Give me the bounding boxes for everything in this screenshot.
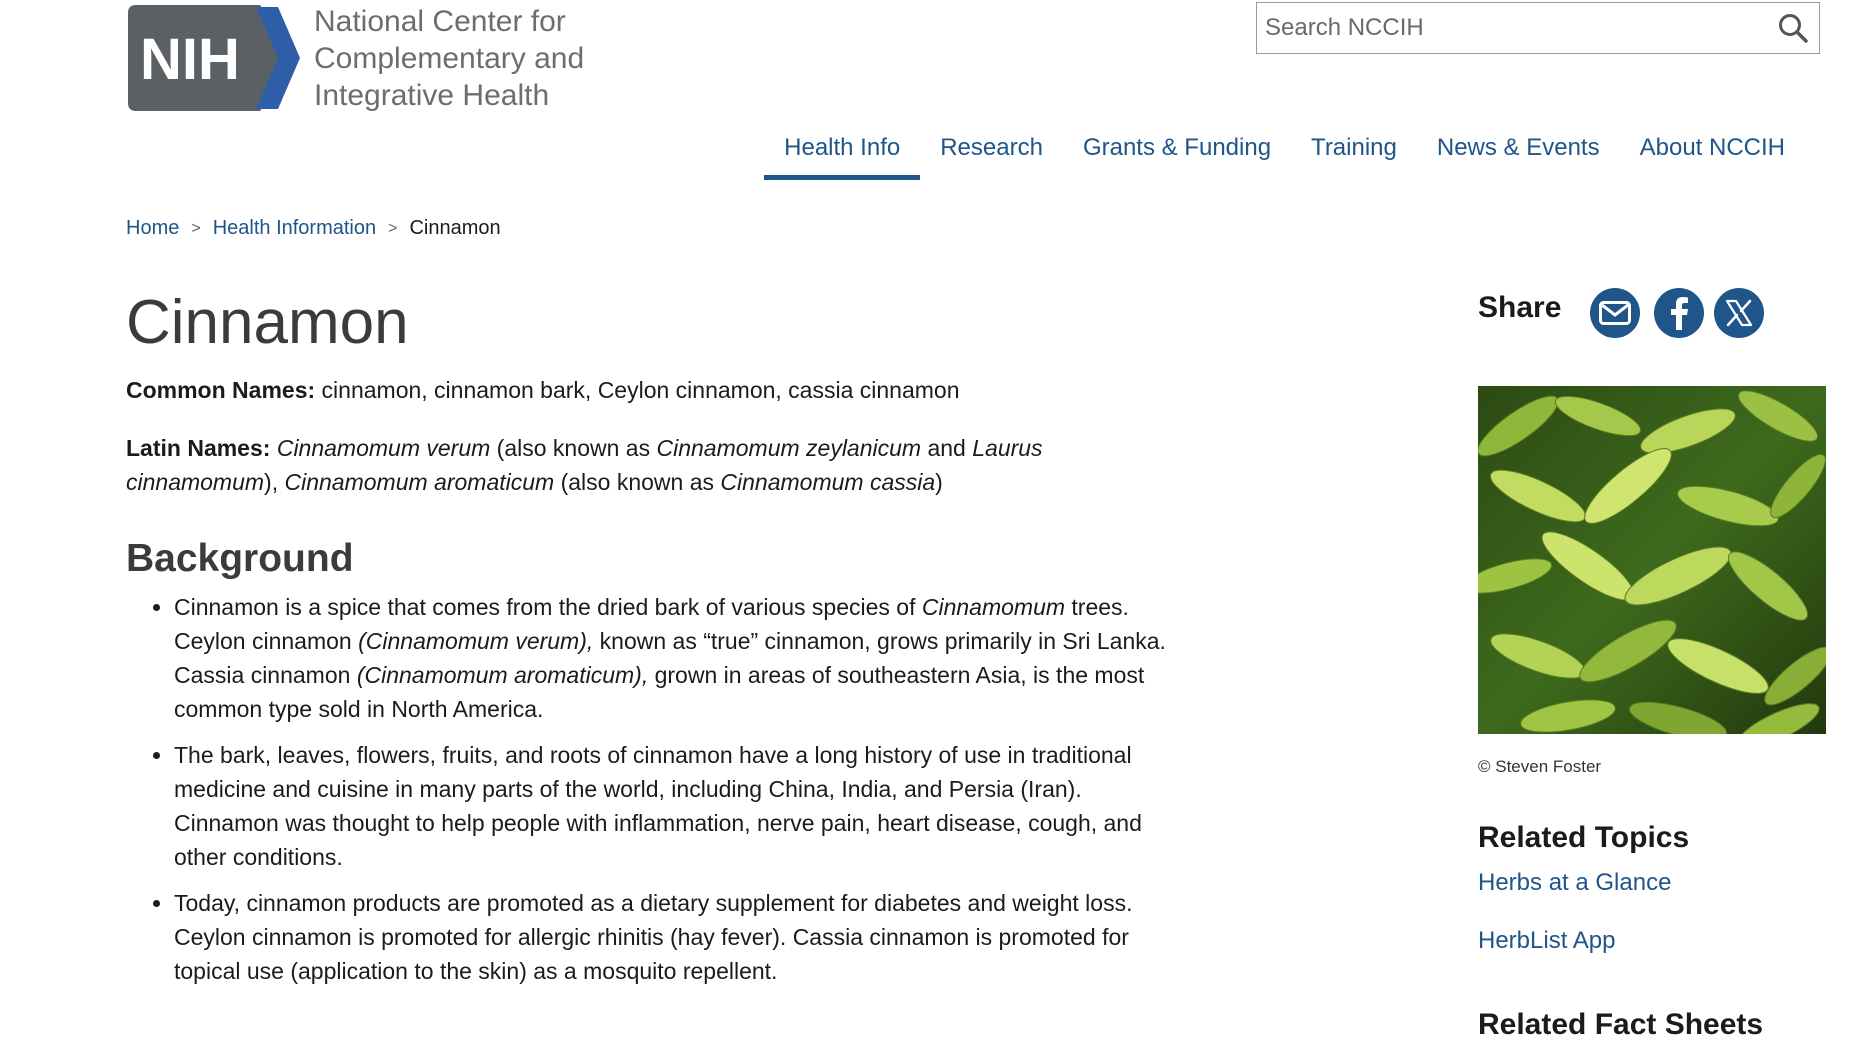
main-nav bbox=[764, 133, 1805, 163]
share-facebook-button[interactable] bbox=[1654, 288, 1704, 338]
related-topics-heading: Related Topics bbox=[1478, 821, 1690, 854]
latin-text: (also known as bbox=[490, 435, 657, 461]
search-box bbox=[1256, 2, 1820, 54]
bullet-text: Cinnamon is a spice that comes from the dried bark of various species of bbox=[174, 594, 922, 620]
search-button[interactable] bbox=[1767, 4, 1819, 52]
latin-name: Cinnamomum zeylanicum bbox=[656, 435, 922, 461]
latin-name: Cinnamomum cassia bbox=[720, 469, 936, 495]
latin-names-label: Latin Names: bbox=[126, 435, 271, 461]
cinnamon-plant-photo bbox=[1478, 386, 1826, 734]
bullet-italic: (Cinnamomum verum), bbox=[358, 628, 594, 654]
site-logo[interactable] bbox=[128, 5, 584, 114]
background-list bbox=[126, 590, 1174, 1000]
share-email-button[interactable] bbox=[1590, 288, 1640, 338]
latin-name: Cinnamomum verum bbox=[276, 435, 491, 461]
related-topic-herblist-app[interactable]: HerbList App bbox=[1478, 927, 1616, 954]
background-heading: Background bbox=[126, 537, 354, 580]
bullet-text: grown in areas of southeastern Asia, is the most common type sold in North America. bbox=[174, 662, 1145, 722]
latin-text: (also known as bbox=[554, 469, 721, 495]
cinnamon-leaves-image bbox=[1478, 386, 1826, 734]
search-icon bbox=[1778, 13, 1808, 43]
share-label: Share bbox=[1478, 291, 1562, 324]
latin-name: Laurus cinnamomum bbox=[126, 435, 1043, 495]
common-names bbox=[126, 373, 1126, 407]
share-x-button[interactable] bbox=[1714, 288, 1764, 338]
logo-line-1: National Center for bbox=[314, 5, 566, 38]
x-icon bbox=[1725, 299, 1753, 327]
latin-text: ) bbox=[935, 469, 943, 495]
breadcrumb bbox=[126, 217, 501, 240]
nav-health-info[interactable]: Health Info bbox=[764, 133, 920, 163]
list-item: • The bark, leaves, flowers, fruits, and roots of cinnamon have a long history of use in traditional medicine and cuisine in many parts of the world, including China, India, and Persia (Iran). Cinnamon was thought to help people with inflammation, nerve pain, heart disease, cough, and other conditions. bbox=[174, 738, 1174, 874]
common-names-value: cinnamon, cinnamon bark, Ceylon cinnamon, cassia cinnamon bbox=[315, 377, 960, 403]
nav-research[interactable]: Research bbox=[940, 134, 1043, 161]
breadcrumb-separator: > bbox=[191, 219, 201, 237]
nav-news-events[interactable]: News & Events bbox=[1436, 134, 1600, 161]
nih-logo-icon bbox=[128, 5, 300, 111]
logo-acronym: NIH bbox=[140, 27, 240, 92]
nav-grants-funding[interactable]: Grants & Funding bbox=[1082, 134, 1272, 161]
related-fact-sheets-heading: Related Fact Sheets bbox=[1478, 1008, 1764, 1041]
bullet-text: known as “true” cinnamon, grows primarily in Sri Lanka. Cassia cinnamon bbox=[174, 628, 1166, 688]
page-title: Cinnamon bbox=[126, 288, 409, 357]
breadcrumb-current: Cinnamon bbox=[409, 217, 501, 239]
logo-wordmark bbox=[314, 3, 584, 114]
bullet-italic: Cinnamomum bbox=[921, 594, 1066, 620]
bullet-text: trees. Ceylon cinnamon bbox=[174, 594, 1129, 654]
list-item bbox=[174, 590, 1174, 726]
logo-line-3: Integrative Health bbox=[314, 79, 550, 112]
nav-about-nccih[interactable]: About NCCIH bbox=[1639, 134, 1785, 161]
latin-name: Cinnamomum aromaticum bbox=[284, 469, 555, 495]
latin-text: and bbox=[921, 435, 973, 461]
nav-training[interactable]: Training bbox=[1311, 134, 1397, 161]
latin-text: ), bbox=[264, 469, 285, 495]
breadcrumb-health-information[interactable]: Health Information bbox=[212, 217, 377, 239]
bullet-italic: (Cinnamomum aromaticum), bbox=[356, 662, 649, 688]
latin-names bbox=[126, 431, 1126, 499]
email-icon bbox=[1599, 301, 1631, 325]
photo-credit: © Steven Foster bbox=[1478, 757, 1602, 776]
common-names-label: Common Names: bbox=[126, 377, 316, 403]
list-item: • Today, cinnamon products are promoted as a dietary supplement for diabetes and weight loss. Ceylon cinnamon is promoted for allergic rhinitis (hay fever). Cassia cinnamon is promoted for topical use (application to the skin) as a mosquito repellent. bbox=[174, 886, 1174, 988]
related-topic-herbs-at-a-glance[interactable]: Herbs at a Glance bbox=[1478, 869, 1672, 896]
breadcrumb-separator: > bbox=[388, 219, 398, 237]
breadcrumb-home[interactable]: Home bbox=[126, 217, 180, 239]
logo-line-2: Complementary and bbox=[314, 42, 585, 75]
facebook-icon bbox=[1668, 296, 1690, 330]
search-input[interactable] bbox=[1257, 4, 1767, 52]
